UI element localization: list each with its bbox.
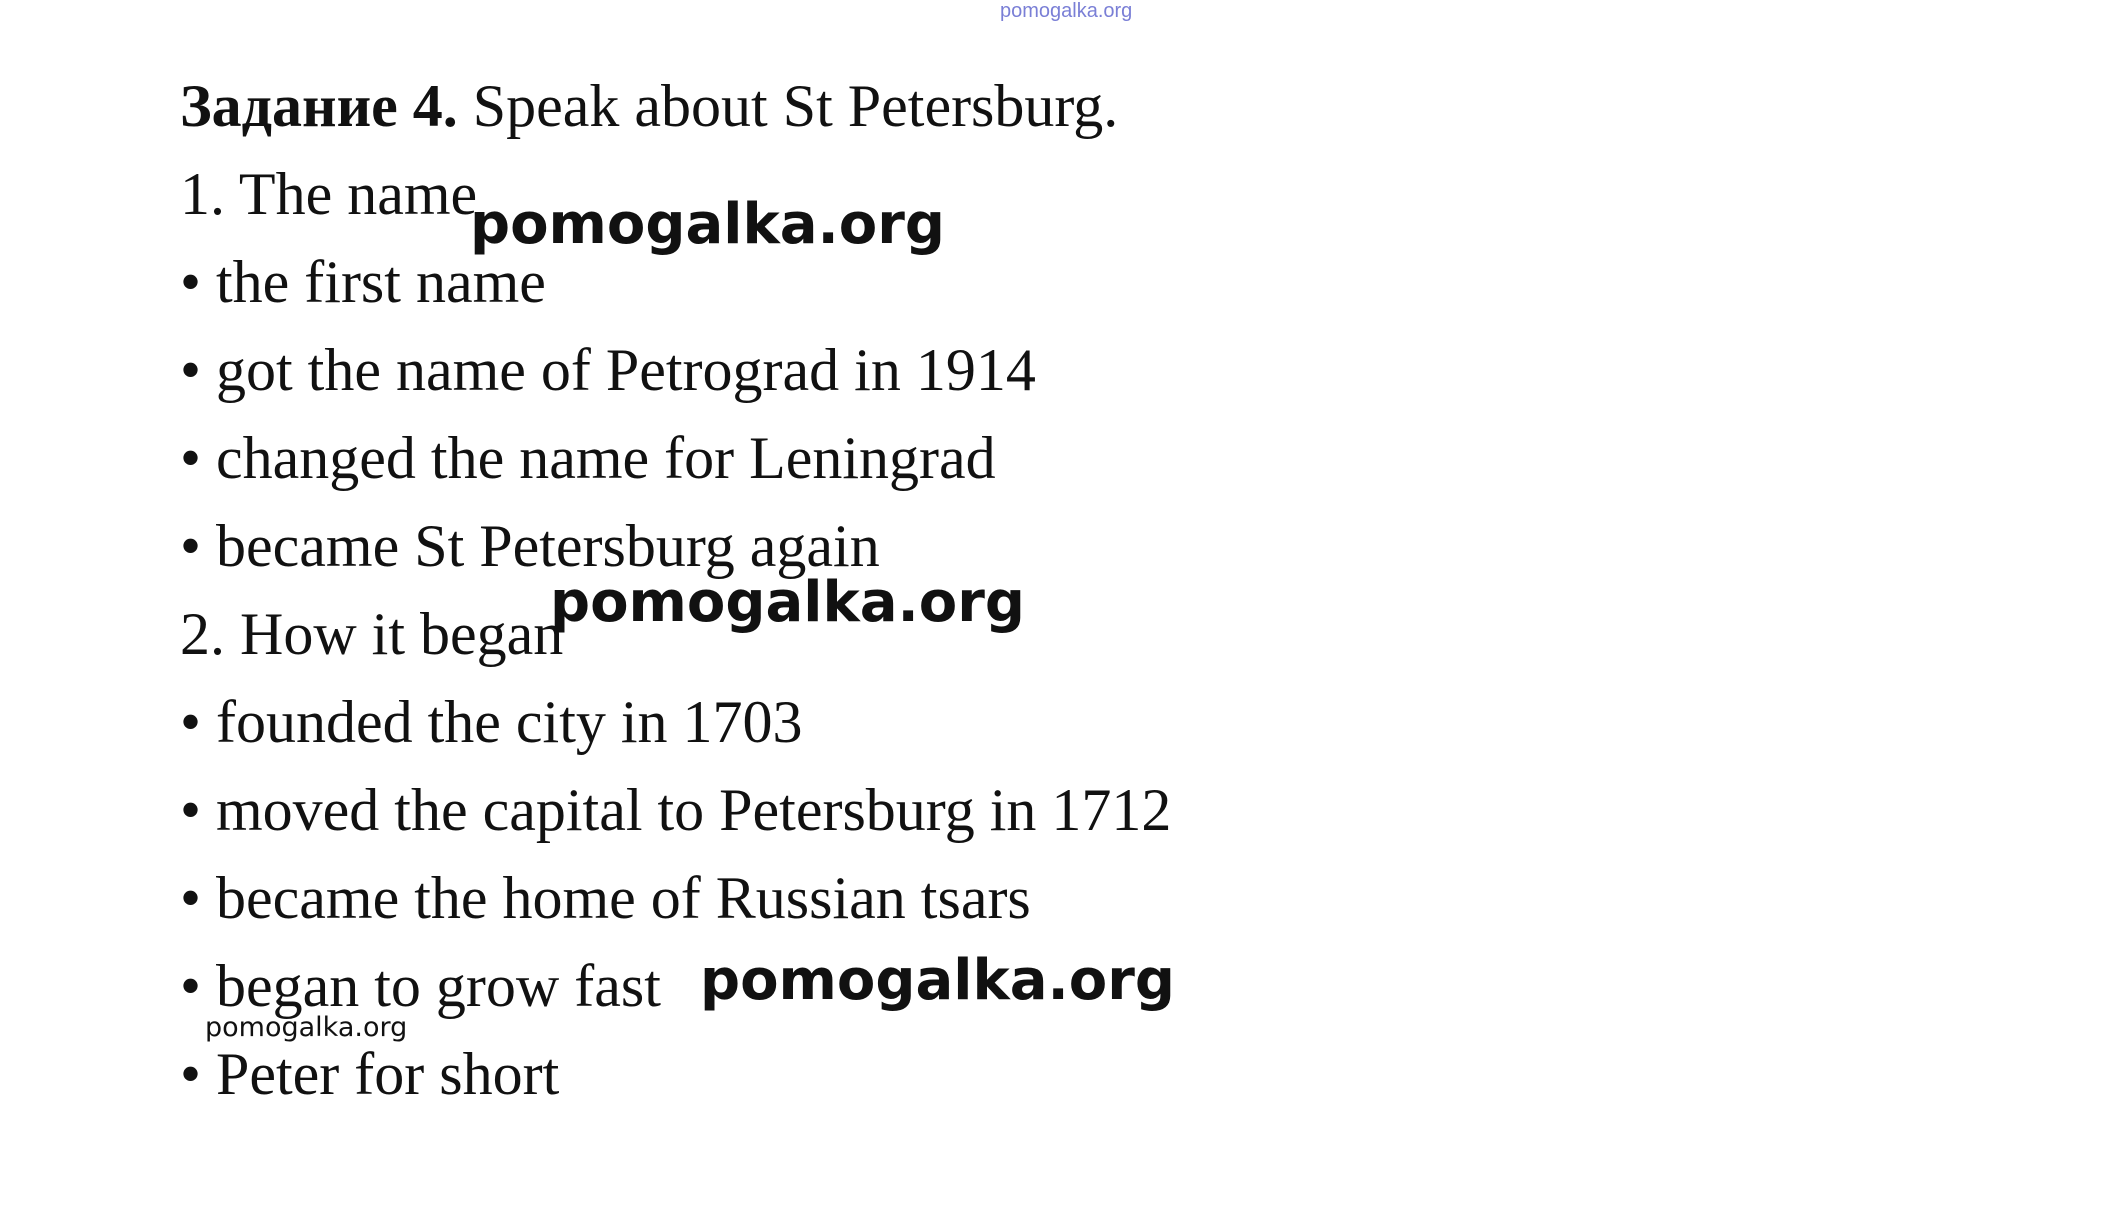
watermark-top: pomogalka.org	[1000, 0, 1133, 22]
section-heading-name: 1. The name	[180, 161, 478, 227]
list-item	[180, 862, 1031, 934]
list-item-text: got the name of Petrograd in 1914	[216, 337, 1036, 403]
bullet-icon: •	[180, 953, 202, 1019]
list-item-text: moved the capital to Petersburg in 1712	[216, 777, 1172, 843]
list-item-text: the first name	[216, 249, 546, 315]
task-label: Задание 4.	[180, 73, 458, 139]
list-item-text: became the home of Russian tsars	[216, 865, 1031, 931]
list-item	[180, 1038, 559, 1110]
bullet-icon: •	[180, 425, 202, 491]
bullet-icon: •	[180, 865, 202, 931]
section-heading-began: 2. How it began	[180, 601, 564, 667]
list-item	[180, 334, 1036, 406]
bullet-icon: •	[180, 777, 202, 843]
list-item-text: founded the city in 1703	[216, 689, 803, 755]
list-item-text: began to grow fast	[216, 953, 661, 1019]
watermark-small: pomogalka.org	[205, 1012, 408, 1043]
bullet-icon: •	[180, 513, 202, 579]
list-item	[180, 422, 996, 494]
bullet-icon: •	[180, 689, 202, 755]
bullet-icon: •	[180, 1041, 202, 1107]
watermark-large: pomogalka.org	[550, 570, 1025, 635]
task-title: Speak about St Petersburg.	[472, 73, 1119, 139]
bullet-icon: •	[180, 337, 202, 403]
list-item-text: Peter for short	[216, 1041, 560, 1107]
list-item	[180, 686, 803, 758]
list-item-text: changed the name for Leningrad	[216, 425, 996, 491]
bullet-icon: •	[180, 249, 202, 315]
task-header	[180, 70, 1118, 142]
list-item-text: became St Petersburg again	[216, 513, 880, 579]
watermark-large: pomogalka.org	[700, 948, 1175, 1013]
watermark-large: pomogalka.org	[470, 192, 945, 257]
list-item	[180, 774, 1171, 846]
